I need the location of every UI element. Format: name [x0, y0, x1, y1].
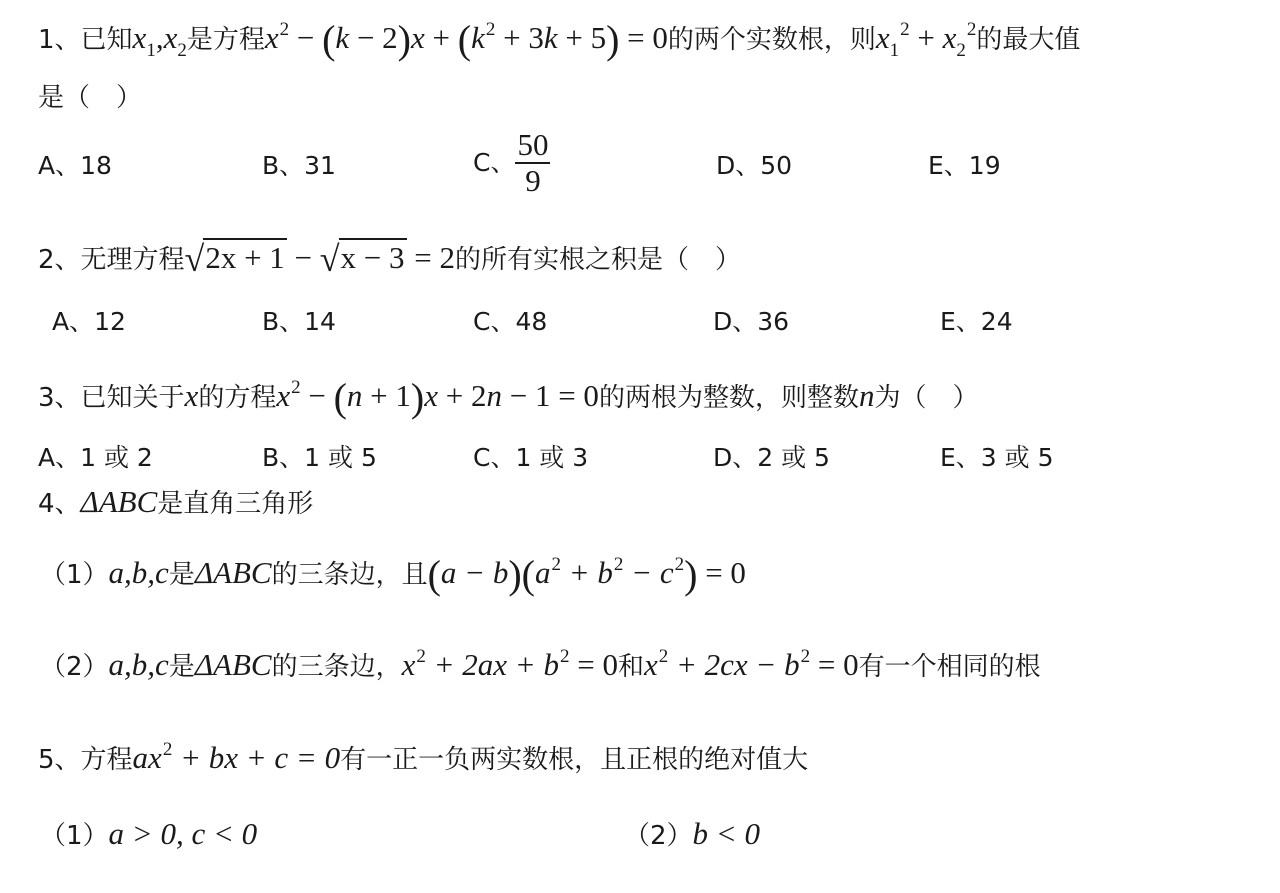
q1-prefix: 1、已知: [38, 25, 133, 55]
q1-option-b: B、31: [262, 151, 336, 180]
question-1: 1、已知$x_1,x_2$是方程$x^2 - (k - 2)x + (k^2 + 3k + 5) = 0$的两个实数根，则$x_1^2 + x_2^2$的最大值: [38, 17, 1081, 62]
q2-radical-1: √2x + 1: [184, 239, 285, 279]
q3-option-b: B、1 或 5: [262, 443, 377, 472]
question-1-line2: 是（ ）: [38, 83, 143, 113]
question-2: 2、无理方程√2x + 1 − √x − 3 = 2的所有实根之积是（ ）: [38, 239, 742, 279]
question-5: 5、方程$ax^2$ + bx + c = 0有一正一负两实数根，且正根的绝对值大: [38, 739, 809, 775]
question-4-part-2: （2）a,b,c是ΔABC的三条边，$x^2 + 2ax + b^2 = 0$和$x^2 + 2cx - b^2 = 0$有一个相同的根: [40, 646, 1041, 682]
q3-option-c: C、1 或 3: [473, 443, 589, 472]
q1-option-c-fraction: $\frac{50}{9}$: [517, 127, 549, 198]
q2-radical-2: √x − 3: [319, 239, 405, 279]
question-5-part-2: （2）b < 0: [624, 816, 760, 851]
q1-equation: x: [264, 20, 279, 55]
question-5-part-1: （1）a > 0, c < 0: [40, 816, 258, 851]
q2-option-e: E、24: [940, 307, 1013, 336]
q1-var-x1: x: [132, 20, 147, 55]
q2-option-b: B、14: [262, 307, 336, 336]
q3-option-e: E、3 或 5: [940, 443, 1054, 472]
question-4: 4、ΔABC是直角三角形: [38, 484, 314, 519]
q1-option-d: D、50: [716, 151, 793, 180]
q1-option-a: A、18: [38, 151, 112, 180]
q3-option-d: D、2 或 5: [713, 443, 830, 472]
q1-option-e: E、19: [928, 151, 1001, 180]
q2-option-c: C、48: [473, 307, 548, 336]
q3-option-a: A、1 或 2: [38, 443, 153, 472]
q1-after: 的两个实数根，则: [667, 25, 876, 55]
q2-option-d: D、36: [713, 307, 790, 336]
q1-middle: 是方程: [186, 25, 265, 55]
q2-option-a: A、12: [52, 307, 126, 336]
question-3: 3、已知关于x的方程$x^2 - (n + 1)x + 2n - 1 = 0$的两根为整数，则整数n为（ ）: [38, 375, 979, 420]
q1-tail: 的最大值: [976, 25, 1081, 55]
q1-var-x2: x: [163, 20, 178, 55]
q1-option-c: C、 $\frac{50}{9}$: [473, 127, 549, 198]
question-4-part-1: （1）a,b,c是ΔABC的三条边，且$(a - b)(a^2 + b^2 - c^2) = 0$: [40, 552, 746, 597]
